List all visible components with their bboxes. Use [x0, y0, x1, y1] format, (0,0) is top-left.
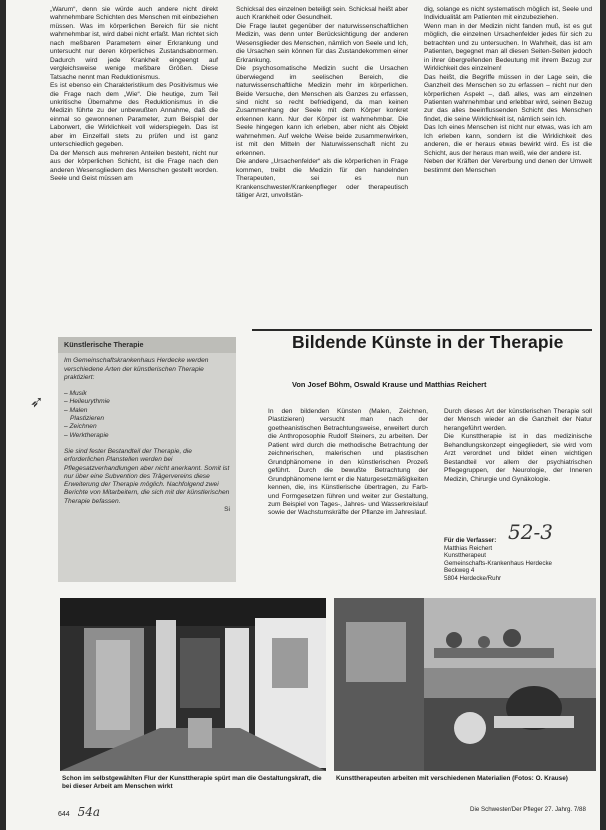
article-column-2: [444, 408, 592, 506]
hand-arrow-mark: ➶: [30, 394, 44, 411]
paragraph: Es ist ebenso ein Charakteristikum des Positivismus wie die Frage nach dem „Wie“. Die heutige, zum Teil unkritische Übernahme des Reduktionismus in die Medizin führte zu der unbewußten Annahme, daß die einmal so gewonnenen Parameter, zum Beispiel der Laborwert, die Wirklichkeit voll widerspiegeln. Das ist aber im Einzelfall stets zu prüfen und ist ganz unterschiedlich gegeben.: [50, 82, 218, 149]
contact-line: Beckweg 4: [444, 567, 475, 575]
paragraph: Neben der Kräften der Vererbung und denen der Umwelt bestimmt den Menschen: [424, 158, 592, 174]
contact-line: 5804 Herdecke/Ruhr: [444, 574, 502, 582]
paragraph: Die psychosomatische Medizin sucht die Ursachen überwiegend im seelischen Bereich, die naturwissenschaftliche Medizin mehr im körperlichen. Beide Versuche, den Menschen als Ganzes zu erfassen, sind nicht so recht befriedigend, da man keinen Zusammenhang der Seele mit dem Körper konkret erkennen kann. Nur der Körper ist wahrnehmbar. Die Seele hingegen kann ich erleben, aber nicht als Objekt wahrnehmen. Auf welche Weise beide zusammenwirken, ist mit den Mitteln der Naturwissenschaft nicht zu erkennen.: [236, 65, 408, 157]
contact-line: Matthias Reichert: [444, 544, 493, 552]
paragraph: Die Kunsttherapie ist in das medizinische Behandlungskonzept eingegliedert, sie wird vom Arzt verordnet und bildet einen wichtigen Bestandteil vor allem der psychiatrischen Pflegegruppen, der Neurologie, der Inneren Medizin, Chirurgie und Gynäkologie.: [444, 433, 592, 483]
paragraph: In den bildenden Künsten (Malen, Zeichnen, Plastizieren) versucht man nach der goetheanistischen Betrachtungsweise, erweitert durch die Anthroposophie Rudolf Steiners, zu arbeiten. Der Patient wird durch die methodische Betrachtung der zeichnerischen, malerischen und plastischen Grundphänomene in den künstlerischen Prozeß geführt. Durch die bewußte Betrachtung der Grundphänomene lernt er die Naturgesetzmäßigkeiten kennen, die, ins Künstlerische übertragen, zu Farb- und Formgesetzen führen und weiter zur Gestaltung, zum Beispiel von Tages-, Jahres- und Wasserkreislauf sowie der Wachstumskräfte der Pflanze im Jahreslauf.: [268, 408, 428, 517]
paragraph: Durch dieses Art der künstlerischen Therapie soll der Mensch wieder an die Ganzheit der Natur herangeführt werden.: [444, 408, 592, 432]
sidebar-box: [58, 337, 236, 582]
paragraph: Die Frage lautet gegenüber der naturwissenschaftlichen Medizin, was denn unter Berücksichtigung der anderen Wesensglieder des Menschen, nämlich von Seele und Ich, die Ursachen sein können für das Zustandekommen einer Erkrankung.: [236, 22, 408, 64]
scan-edge-right: [600, 0, 606, 830]
contact-label: Für die Verfasser:: [444, 537, 497, 544]
paragraph: dig, solange es nicht systematisch möglich ist, Seele und Individualität am Patienten mit einzubeziehen.: [424, 6, 592, 22]
photo-hallway: [60, 598, 326, 771]
article-top-rule: [252, 329, 592, 331]
article-title: Bildende Künste in der Therapie: [292, 332, 564, 352]
paragraph: Schicksal des einzelnen beteiligt sein. Schicksal heißt aber auch Krankheit oder Gesundheit.: [236, 6, 408, 22]
page-number-handwritten: 54a: [77, 805, 101, 819]
scan-edge-left: [0, 0, 6, 830]
list-item: – Malen: [64, 406, 88, 414]
handwritten-note: 52-3: [508, 520, 553, 544]
page-number: [58, 805, 100, 819]
paragraph: Die andere „Ursachenfelder“ als die körperlichen in Frage kommen, treibt die Medizin für den handelnden Therapeuten, sei es nun Krankenschwester/Krankenpfleger oder therapeutisch tätiger Arzt, unvollstän-: [236, 158, 408, 199]
sidebar-box-outro: Sie sind fester Bestandteil der Therapie, die erforderlichen Planstellen werden bei Pflegesatzverhandlungen aber nicht anerkannt. Somit ist nur über eine Subvention des Trägervereins diese Erweiterung der Therapie möglich. Nachfolgend zwei Berichte von Mitarbeitern, die sich mit der künstlerischen Therapie befassen.: [64, 447, 230, 505]
list-item: – Musik: [64, 390, 87, 398]
list-item: Plastizieren: [70, 415, 105, 423]
photo-art-studio: [334, 598, 596, 771]
journal-footer: Die Schwester/Der Pfleger 27. Jahrg. 7/88: [470, 806, 586, 813]
paragraph: Wenn man in der Medizin nicht fanden muß, ist es gut möglich, die einzelnen Ursachenfelder jedes für sich zu betrachten und zu untersuchen. In Wahrheit, das ist am Patienten, begegnet man all diesen Seiten-Seiten jedoch in ihrer übergreifenden Bedeutung mit ihrem Bezug zur Wirklichkeit des einzelnen!: [424, 22, 592, 73]
contact-line: Kunsttherapeut: [444, 552, 486, 560]
sidebar-box-title: Künstlerische Therapie: [58, 337, 236, 353]
list-item: – Heileurythmie: [64, 398, 110, 406]
page-number-print: 644: [58, 811, 70, 818]
end-mark: Si: [224, 506, 230, 514]
paragraph: Das heißt, die Begriffe müssen in der Lage sein, die Ganzheit des Menschen so zu erfassen – nicht nur den körperlichen Aspekt –, daß alles, was am einzelnen Patienten wahrnehmbar und erlebbar wird, seinen Bezug zur das alles beeinflussenden Schicht des Menschen findet, die seine Wirklichkeit ist, nämlich sein Ich.: [424, 73, 592, 123]
top-column-3: [424, 6, 592, 306]
top-column-1: [50, 6, 218, 306]
article-column-1: [268, 408, 428, 593]
paragraph: „Warum“, denn sie würde auch andere nicht direkt wahrnehmbare Schichten des Menschen mit einbeziehen müssen. Was im körperlichen Bereich für sie nicht wahrnehmbar ist, wird dabei nicht erfaßt. Man richtet sich nach meßbaren Parametern einer Erkrankung und untersucht nur deren körperliches Zustandsabnormen. Dadurch wird jede Krankheit eingeengt auf vergleichsweise wenige meßbare Größen. Diese Tatsache nennt man Reduktionismus.: [50, 6, 218, 81]
photo-caption-2: Kunsttherapeuten arbeiten mit verschiedenen Materialien (Fotos: O. Krause): [336, 775, 568, 782]
article-authors: Von Josef Böhm, Oswald Krause und Matthias Reichert: [292, 380, 487, 389]
paragraph: Das Ich eines Menschen ist nicht nur etwas, was ich am Ich erleben kann, sondern ist die Wirklichkeit des anderen, die er heraus etwas bewirkt wird. Es ist die Schicht, aus der heraus man weiß, wie der andere ist.: [424, 124, 592, 157]
paragraph: Da der Mensch aus mehreren Anteilen besteht, nicht nur aus der körperlichen Schicht, ist die Frage nach den anderen Wesensgliedern des Menschen gestellt worden. Seele und Geist müssen am: [50, 149, 218, 183]
contact-line: Gemeinschafts-Krankenhaus Herdecke: [444, 559, 552, 567]
sidebar-box-intro: Im Gemeinschaftskrankenhaus Herdecke werden verschiedene Arten der künstlerischen Therapie praktiziert:: [64, 357, 209, 381]
list-item: – Werktherapie: [64, 431, 109, 439]
author-contact: [444, 537, 592, 583]
photo-caption-1: Schon im selbstgewählten Flur der Kunsttherapie spürt man die Gestaltungskraft, die bei dieser Arbeit am Menschen wirkt: [62, 775, 322, 790]
list-item: – Zeichnen: [64, 423, 97, 431]
top-column-2: [236, 6, 408, 306]
